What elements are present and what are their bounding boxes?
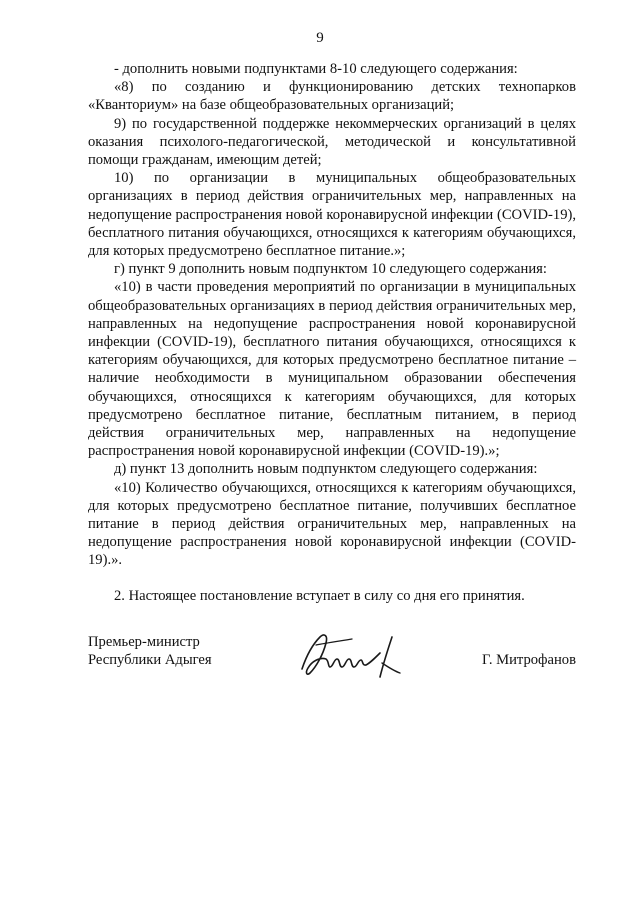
signer-position-line1: Премьер-министр <box>88 634 200 650</box>
paragraph-item-10: 10) по организации в муниципальных общеобразовательных организациях в период действия ограничительных мер, направленных на недопущение распространения новой коронавирусной инфекции (COVID-19), бесплатного питания обучающихся, относящихся к категориям обучающихся, для которых предусмотрено бесплатное питание.»; <box>88 170 576 260</box>
paragraph-point-d-item-10: «10) Количество обучающихся, относящихся к категориям обучающихся, для которых предусмотрено бесплатное питание, получивших бесплатное питание в период действия ограничительных мер, направленных на недопущение распространения новой коронавирусной инфекции (COVID-19).». <box>88 479 576 569</box>
paragraph-point-g: г) пункт 9 дополнить новым подпунктом 10 следующего содержания: <box>114 261 547 278</box>
paragraph-point-d: д) пункт 13 дополнить новым подпунктом следующего содержания: <box>114 461 538 478</box>
handwritten-signature <box>296 623 406 683</box>
paragraph-item-8: «8) по созданию и функционированию детских технопарков «Кванториум» на базе общеобразовательных организаций; <box>88 79 576 114</box>
document-body <box>88 60 576 605</box>
signer-name: Г. Митрофанов <box>482 652 576 668</box>
paragraph-point-g-item-10: «10) в части проведения мероприятий по организации в муниципальных общеобразовательных организациях в период действия ограничительных мер, направленных на недопущение распространения новой коронавирусной инфекции (COVID-19), бесплатного питания обучающихся, относящихся к категориям обучающихся, для которых предусмотрено бесплатное питание – наличие необходимости в муниципальном образовании обеспечения обучающихся, относящихся к категориям обучающихся, для которых предусмотрено бесплатное питание, бесплатным питанием, в период действия ограничительных мер, направленных на недопущение распространения новой коронавирусной инфекции (COVID-19).»; <box>88 279 576 460</box>
paragraph-intro: - дополнить новыми подпунктами 8-10 следующего содержания: <box>114 61 518 77</box>
page-number: 9 <box>316 30 324 46</box>
paragraph-item-9: 9) по государственной поддержке некоммерческих организаций в целях оказания психолого-педагогической, методической и консультативной помощи гражданам, имеющим детей; <box>88 115 576 169</box>
signer-position <box>88 633 212 669</box>
signer-position-line2: Республики Адыгея <box>88 652 212 669</box>
paragraph-effective-date: 2. Настоящее постановление вступает в силу со дня его принятия. <box>114 587 525 604</box>
